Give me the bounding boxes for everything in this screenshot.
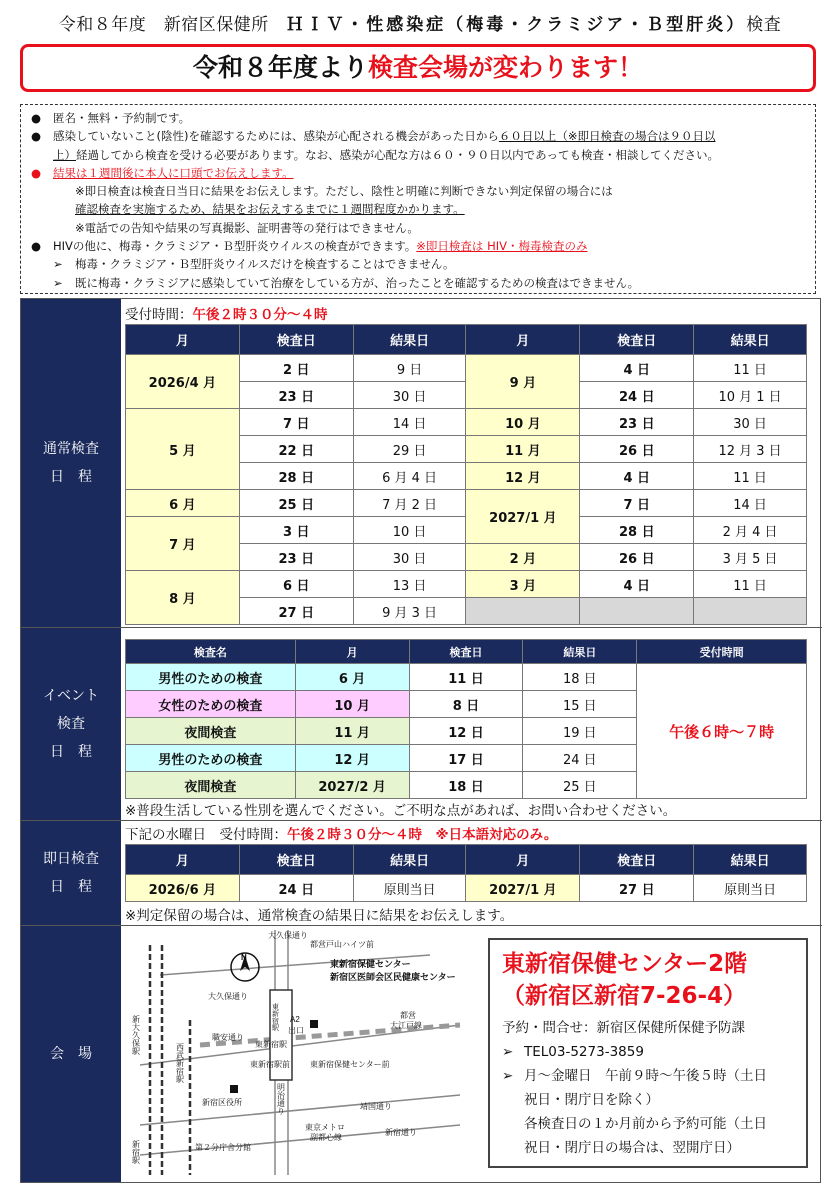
event-name: 夜間検査 — [126, 772, 296, 799]
col-header: 月 — [126, 845, 240, 875]
result-date: 14 日 — [353, 409, 466, 436]
intro-text: 既に梅毒・クラミジアに感染していて治療をしている方が、治ったことを確認するための検査はできません。 — [75, 275, 640, 290]
exam-date: 4 日 — [580, 571, 694, 598]
venue-info-box — [488, 938, 808, 1168]
exam-date: 26 日 — [580, 436, 694, 463]
title-prefix: 令和８年度 新宿区保健所 — [58, 15, 287, 35]
intro-underline: 上） — [53, 147, 76, 162]
hours-text: 各検査日の１か月前から予約可能（土日 — [524, 1116, 767, 1132]
month-cell: 12 月 — [295, 745, 409, 772]
exam-date: 23 日 — [239, 382, 353, 409]
intro-sub-item — [31, 274, 807, 292]
intro-red-note: ※即日検査は HIV・梅毒検査のみ — [416, 239, 588, 254]
contact-label: 予約・問合せ：新宿区保健所保健予防課 — [502, 1020, 745, 1036]
sameday-note: ※判定保留の場合は、通常検査の結果日に結果をお伝えします。 — [125, 908, 514, 924]
intro-text: 匿名・無料・予約制です。 — [53, 111, 191, 125]
month-cell: 12 月 — [466, 463, 580, 490]
result-date: 13 日 — [353, 571, 466, 598]
exam-date: 7 日 — [580, 490, 694, 517]
map-label-vertical: 明治通り — [276, 1083, 286, 1115]
exam-date: 12 日 — [409, 718, 523, 745]
intro-text: 経過してから検査を受ける必要があります。なお、感染が心配な方は６０・９０日以内であっても検査・相談してください。 — [76, 147, 719, 162]
map-label: 靖国通り — [360, 1102, 392, 1111]
intro-item — [31, 127, 807, 145]
result-date: 30 日 — [694, 409, 807, 436]
map-label: 新宿通り — [385, 1128, 417, 1137]
venue-name: 東新宿保健センター2階 — [502, 951, 748, 977]
exam-date: 3 日 — [239, 517, 353, 544]
result-date: 10 月 1 日 — [694, 382, 807, 409]
month-cell: 2026/4 月 — [126, 355, 240, 409]
exam-date: 23 日 — [580, 409, 694, 436]
map-label: 新宿区医師会区民健康センター — [330, 972, 456, 982]
hours-text: 月～金曜日 午前９時～午後５時（土日 — [524, 1068, 767, 1084]
venue-address: （新宿区新宿7-26-4） — [502, 983, 747, 1009]
event-name: 男性のための検査 — [126, 664, 296, 691]
month-cell: 11 月 — [466, 436, 580, 463]
month-cell: 10 月 — [295, 691, 409, 718]
col-header: 結果日 — [523, 640, 637, 664]
map-label-vertical: 西武新宿駅 — [175, 1043, 185, 1083]
bullet: ● — [31, 129, 42, 144]
access-map — [100, 925, 475, 1180]
exam-date: 28 日 — [239, 463, 353, 490]
result-date: 原則当日 — [694, 875, 807, 902]
venue-details — [502, 1016, 794, 1160]
result-date: 11 日 — [694, 571, 807, 598]
month-cell: 2 月 — [466, 544, 580, 571]
col-header: 検査日 — [239, 845, 353, 875]
col-header: 結果日 — [694, 845, 807, 875]
map-label: 東新宿保健センター — [330, 959, 411, 969]
exam-date: 4 日 — [580, 355, 694, 382]
result-date: 18 日 — [523, 664, 637, 691]
arrow-icon: ➢ — [53, 257, 63, 272]
result-date: 25 日 — [523, 772, 637, 799]
regular-time-label — [125, 303, 328, 323]
result-date: 29 日 — [353, 436, 466, 463]
empty-cell — [694, 598, 807, 625]
side-text: 日 程 — [50, 744, 92, 760]
result-date: 6 月 4 日 — [353, 463, 466, 490]
intro-note: ※電話での告知や結果の写真撮影、証明書等の発行はできません。 — [75, 220, 419, 235]
col-header: 検査日 — [239, 325, 353, 355]
result-date: 2 月 4 日 — [694, 517, 807, 544]
arrow-icon: ➢ — [502, 1044, 514, 1060]
result-date: 15 日 — [523, 691, 637, 718]
col-header: 結果日 — [353, 845, 466, 875]
sameday-time-label — [125, 823, 557, 843]
col-header: 月 — [466, 325, 580, 355]
page-title — [30, 10, 810, 36]
event-reception-time: 午後６時～７時 — [637, 664, 807, 799]
map-label: 副都心線 — [310, 1133, 342, 1142]
month-cell: 2026/6 月 — [126, 875, 240, 902]
building-kuyakusho — [230, 1085, 238, 1093]
intro-result-text: 結果は１週間後に本人に口頭でお伝えします。 — [53, 165, 294, 180]
result-date: 14 日 — [694, 490, 807, 517]
venue-change-notice — [20, 44, 816, 92]
exam-date: 6 日 — [239, 571, 353, 598]
intro-text-part: HIVの他に、梅毒・クラミジア・Ｂ型肝炎ウイルスの検査ができます。 — [53, 239, 417, 254]
time-label: 受付時間： — [125, 307, 193, 323]
map-label: A2 — [290, 1015, 300, 1024]
col-header: 検査日 — [409, 640, 523, 664]
notice-text: 令和８年度より — [192, 53, 368, 82]
exam-date: 27 日 — [239, 598, 353, 625]
result-date: 24 日 — [523, 745, 637, 772]
result-date: 10 日 — [353, 517, 466, 544]
notice-highlight: 検査会場が変わります！ — [368, 53, 644, 82]
exam-date: 24 日 — [239, 875, 353, 902]
event-name: 夜間検査 — [126, 718, 296, 745]
col-header: 月 — [295, 640, 409, 664]
map-label-vertical: 東新宿駅 — [271, 1003, 279, 1031]
result-date: 19 日 — [523, 718, 637, 745]
exam-date: 11 日 — [409, 664, 523, 691]
divider — [21, 820, 822, 821]
exam-date: 24 日 — [580, 382, 694, 409]
side-text: 通常検査 — [43, 441, 99, 457]
empty-cell — [580, 598, 694, 625]
exam-date: 22 日 — [239, 436, 353, 463]
map-label: 東新宿駅 — [255, 1040, 287, 1049]
intro-item — [31, 109, 807, 127]
intro-note: ※即日検査は検査日当日に結果をお伝えします。ただし、陰性と明確に判断できない判定保留の場合には — [75, 184, 613, 199]
map-label: 東新宿駅前 — [250, 1060, 290, 1069]
regular-side-label — [21, 299, 121, 627]
intro-text-part: 感染していないこと(陰性)を確認するためには、感染が心配される機会があった日から — [53, 129, 499, 144]
exam-date: 4 日 — [580, 463, 694, 490]
exam-date: 25 日 — [239, 490, 353, 517]
month-cell: 11 月 — [295, 718, 409, 745]
exam-date: 7 日 — [239, 409, 353, 436]
month-cell: 3 月 — [466, 571, 580, 598]
intro-sub-item — [31, 255, 807, 273]
exam-date: 26 日 — [580, 544, 694, 571]
time-label: 下記の水曜日 受付時間： — [125, 827, 287, 843]
result-date: 30 日 — [353, 382, 466, 409]
col-header: 月 — [466, 845, 580, 875]
result-date: 原則当日 — [353, 875, 466, 902]
title-suffix: 検査 — [746, 15, 782, 35]
regular-schedule-table — [125, 324, 807, 625]
month-cell: 6 月 — [126, 490, 240, 517]
intro-text — [53, 237, 588, 255]
exam-date: 17 日 — [409, 745, 523, 772]
bullet: ● — [31, 111, 42, 125]
map-label: 大江戸線 — [390, 1021, 422, 1030]
time-value: 午後２時３０分～４時 — [192, 307, 328, 323]
side-text: 即日検査 — [43, 851, 99, 867]
map-label: 東京メトロ — [305, 1123, 345, 1132]
empty-cell — [466, 598, 580, 625]
event-name: 男性のための検査 — [126, 745, 296, 772]
bullet: ● — [31, 165, 42, 180]
divider — [21, 627, 822, 628]
map-label: 都営戸山ハイツ前 — [310, 940, 374, 949]
side-text: 会 場 — [50, 1046, 92, 1062]
map-label-vertical: 新大久保駅 — [131, 1015, 141, 1055]
map-svg — [100, 925, 475, 1180]
col-header: 結果日 — [353, 325, 466, 355]
col-header: 検査日 — [580, 845, 694, 875]
building-center — [310, 1020, 318, 1028]
event-note: ※普段生活している性別を選んでください。ご不明な点があれば、お問い合わせください。 — [125, 803, 677, 819]
sameday-schedule-table — [125, 844, 807, 902]
map-label-north: N — [241, 953, 247, 962]
result-date: 11 日 — [694, 463, 807, 490]
map-label: 大久保通り — [268, 931, 308, 940]
road-yasukuni — [140, 1095, 460, 1125]
exam-date: 27 日 — [580, 875, 694, 902]
month-cell: 9 月 — [466, 355, 580, 409]
col-header: 検査名 — [126, 640, 296, 664]
exam-date: 18 日 — [409, 772, 523, 799]
side-text: イベント — [43, 688, 99, 704]
result-date: 7 月 2 日 — [353, 490, 466, 517]
arrow-icon: ➢ — [502, 1068, 514, 1084]
event-schedule-table — [125, 639, 807, 799]
map-label: 大久保通り — [208, 992, 248, 1001]
month-cell: 2027/2 月 — [295, 772, 409, 799]
exam-date: 23 日 — [239, 544, 353, 571]
month-cell: 2027/1 月 — [466, 490, 580, 544]
exam-date: 8 日 — [409, 691, 523, 718]
result-date: 9 日 — [353, 355, 466, 382]
side-text: 日 程 — [50, 879, 92, 895]
event-side-label — [21, 628, 121, 820]
intro-item — [31, 146, 807, 164]
title-main: ＨＩＶ・性感染症（梅毒・クラミジア・Ｂ型肝炎） — [286, 15, 747, 35]
map-label: 新宿区役所 — [202, 1098, 242, 1107]
exam-date: 2 日 — [239, 355, 353, 382]
map-label-vertical: 新宿駅 — [131, 1140, 141, 1164]
bullet: ● — [31, 239, 42, 254]
result-date: 30 日 — [353, 544, 466, 571]
col-header: 月 — [126, 325, 240, 355]
map-label: 都営 — [400, 1011, 416, 1020]
col-header: 検査日 — [580, 325, 694, 355]
map-label: 職安通り — [212, 1033, 244, 1042]
intro-text — [53, 127, 716, 145]
hours-text: 祝日・閉庁日の場合は、翌開庁日） — [524, 1140, 740, 1156]
month-cell: 5 月 — [126, 409, 240, 490]
map-label: 第２分庁舎分館 — [195, 1143, 251, 1152]
phone-number: TEL03-5273-3859 — [524, 1044, 644, 1060]
month-cell: 7 月 — [126, 517, 240, 571]
month-cell: 6 月 — [295, 664, 409, 691]
sameday-side-label — [21, 821, 121, 925]
intro-text: 梅毒・クラミジア・Ｂ型肝炎ウイルスだけを検査することはできません。 — [75, 257, 455, 272]
side-text: 日 程 — [50, 469, 92, 485]
map-label: 出口 — [288, 1026, 304, 1035]
result-date: 9 月 3 日 — [353, 598, 466, 625]
intro-item — [31, 237, 807, 255]
month-cell: 2027/1 月 — [466, 875, 580, 902]
side-text: 検査 — [57, 716, 85, 732]
event-name: 女性のための検査 — [126, 691, 296, 718]
intro-box — [20, 104, 816, 294]
result-date: 12 月 3 日 — [694, 436, 807, 463]
map-label: 東新宿保健センター前 — [310, 1060, 390, 1069]
result-date: 3 月 5 日 — [694, 544, 807, 571]
col-header: 受付時間 — [637, 640, 807, 664]
hours-text: 祝日・閉庁日を除く） — [524, 1092, 659, 1108]
month-cell: 10 月 — [466, 409, 580, 436]
exam-date: 28 日 — [580, 517, 694, 544]
intro-item — [31, 164, 807, 182]
intro-note: 確認検査を実施するため、結果をお伝えするまでに１週間程度かかります。 — [75, 202, 465, 217]
intro-underline: ６０日以上（※即日検査の場合は９０日以 — [498, 129, 716, 144]
col-header: 結果日 — [694, 325, 807, 355]
month-cell: 8 月 — [126, 571, 240, 625]
result-date: 11 日 — [694, 355, 807, 382]
arrow-icon: ➢ — [53, 275, 63, 290]
time-value: 午後２時３０分～４時 ※日本語対応のみ。 — [287, 827, 558, 843]
